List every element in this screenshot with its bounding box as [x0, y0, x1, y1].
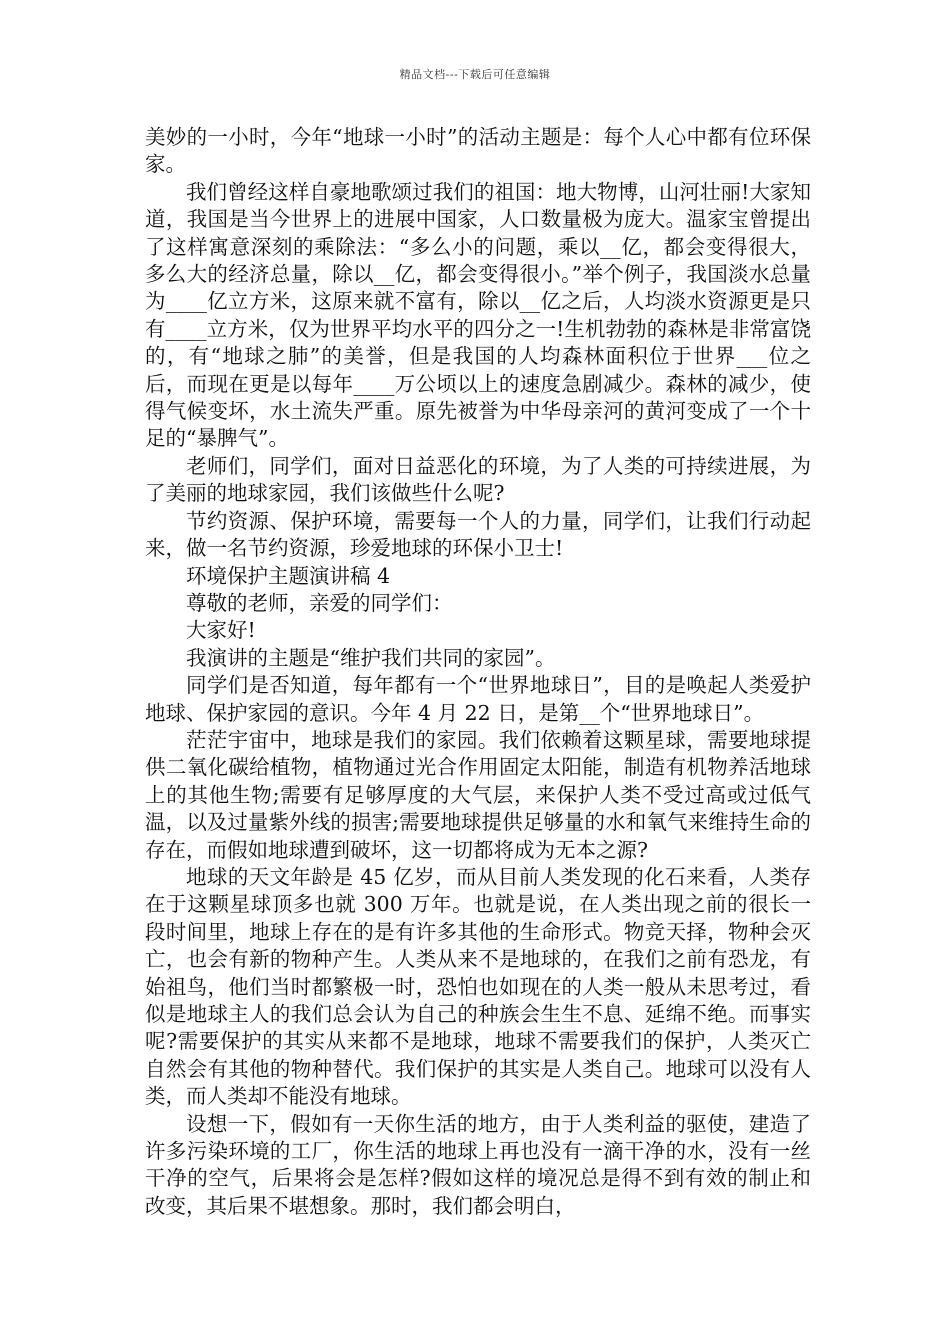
paragraph: 我演讲的主题是“维护我们共同的家园”。 [186, 645, 556, 670]
paragraph: 节约资源、保护环境，需要每一个人的力量，同学们，让我们行动起来，做一名节约资源，珍爱地球的环保小卫士! [145, 508, 811, 561]
paragraph: 设想一下，假如有一天你生活的地方，由于人类利益的驱使，建造了许多污染环境的工厂，你生活的地球上再也没有一滴干净的水，没有一丝干净的空气，后果将会是怎样?假如这样的境况总是得不到有效的制止和改变，其后果不堪想象。那时，我们都会明白， [145, 1111, 811, 1218]
paragraph: 老师们，同学们，面对日益恶化的环境，为了人类的可持续进展，为了美丽的地球家园，我们该做些什么呢? [145, 453, 811, 506]
paragraph: 美妙的一小时，今年“地球一小时”的活动主题是：每个人心中都有位环保家。 [145, 125, 811, 177]
document-body [145, 124, 811, 1220]
greeting: 大家好! [186, 618, 256, 643]
paragraph: 同学们是否知道，每年都有一个“世界地球日”，目的是唤起人类爱护地球、保护家园的意识。今年 4 月 22 日，是第__个“世界地球日”。 [145, 673, 811, 725]
paragraph: 茫茫宇宙中，地球是我们的家园。我们依赖着这颗星球，需要地球提供二氧化碳给植物，植物通过光合作用固定太阳能，制造有机物养活地球上的其他生物;需要有足够厚度的大气层，来保护人类不受过高或过低气温，以及过量紫外线的损害;需要地球提供足够量的水和氧气来维持生命的存在，而假如地球遭到破坏，这一切都将成为无本之源? [145, 727, 811, 862]
paragraph: 我们曾经这样自豪地歌颂过我们的祖国：地大物博，山河壮丽!大家知道，我国是当今世界上的进展中国家，人口数量极为庞大。温家宝曾提出了这样寓意深刻的乘除法：“多么小的问题，乘以__亿，都会变得很大，多么大的经济总量，除以__亿，都会变得很小。”举个例子，我国淡水总量为____亿立方米，这原来就不富有，除以__亿之后，人均淡水资源更是只有____立方米，仅为世界平均水平的四分之一!生机勃勃的森林是非常富饶的，有“地球之肺”的美誉，但是我国的人均森林面积位于世界___位之后，而现在更是以每年____万公顷以上的速度急剧减少。森林的减少，使得气候变坏，水土流失严重。原先被誉为中华母亲河的黄河变成了一个十足的“暴脾气”。 [145, 179, 811, 451]
section-title: 环境保护主题演讲稿 4 [186, 563, 391, 588]
paragraph: 地球的天文年龄是 45 亿岁，而从目前人类发现的化石来看，人类存在于这颗星球顶多也就 300 万年。也就是说，在人类出现之前的很长一段时间里，地球上存在的是有许多其他的生命形式。物竞天择，物种会灭亡，也会有新的物种产生。人类从来不是地球的，在我们之前有恐龙，有始祖鸟，他们当时都繁极一时，恐怕也如现在的人类一般从未思考过，看似是地球主人的我们总会认为自己的种族会生生不息、延绵不绝。而事实呢?需要保护的其实从来都不是地球，地球不需要我们的保护，人类灭亡自然会有其他的物种替代。我们保护的其实是人类自己。地球可以没有人类，而人类却不能没有地球。 [145, 864, 811, 1109]
salutation: 尊敬的老师，亲爱的同学们： [186, 590, 453, 615]
page-header: 精品文档---下载后可任意编辑 [399, 68, 551, 81]
